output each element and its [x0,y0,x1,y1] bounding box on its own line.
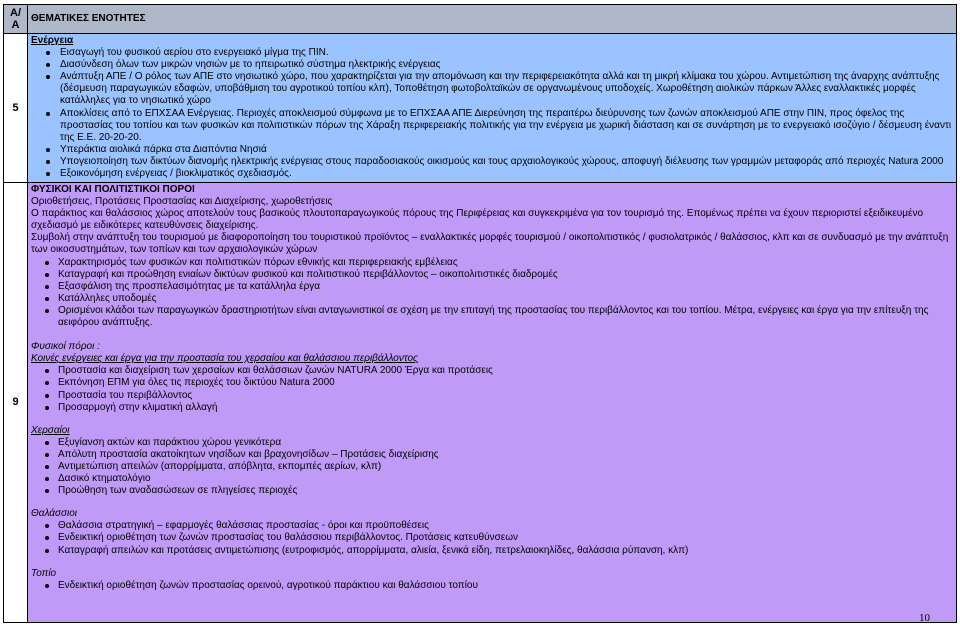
energy-section [28,34,957,183]
landscape-list [31,580,953,592]
list-item: Υπογειοποίηση των δικτύων διανομής ηλεκτρικής ενέργειας στους παραδοσιακούς οικισμούς και τους αρχαιολογικούς χώρους, αποφυγή διέλευσης των γραμμών μεταφοράς από περιοχές Natura 2000 [31,156,953,168]
list-item: Προσαρμογή στην κλιματική αλλαγή [31,402,953,414]
list-item: Θαλάσσια στρατηγική – εφαρμογές θαλάσσιας προστασίας - όροι και προϋποθέσεις [31,520,953,532]
land-list [31,437,953,497]
section-title: ΦΥΣΙΚΟΙ ΚΑΙ ΠΟΛΙΤΙΣΤΙΚΟΙ ΠΟΡΟΙ [31,184,195,195]
sea-list [31,520,953,556]
section-title: Ενέργεια [31,35,74,46]
section-subtitle: Οριοθετήσεις, Προτάσεις Προστασίας και Διαχείρισης, χωροθετήσεις [31,196,333,208]
header-title: ΘΕΜΑΤΙΚΕΣ ΕΝΟΤΗΤΕΣ [28,5,957,34]
paragraph: Συμβολή στην ανάπτυξη του τουρισμού με διαφοροποίηση του τουριστικού προϊόντος – εναλλακτικές μορφές τουρισμού / οικοπολιτιστικός / φυσιολατρικός / θαλάσσιος, κλπ και σε συνδυασμό με την ανάπτυξη των οικοσυστημάτων, των τοπίων και των αρχαιολογικών χώρων [31,232,949,256]
natural-resources-label: Φυσικοί πόροι : [31,341,100,353]
list-item: Δασικό κτηματολόγιο [31,473,953,485]
list-item: Ανάπτυξη ΑΠΕ / Ο ρόλος των ΑΠΕ στο νησιωτικό χώρο, που χαρακτηρίζεται για την απομόνωση και την περιφερειακότητα αλλά και τη μικρή κλίμακα του χώρου. Αντιμετώπιση της άναρχης ανάπτυξης (δέσμευση παραγωγικών εδαφών, υποβάθμιση του αγροτικού τοπίου κλπ), Τοποθέτηση φωτοβολταϊκών σε οργανωμένους υποδοχείς. Χωροθέτηση αιολικών πάρκων Άλλες εναλλακτικές μορφές κατάλληλες για το νησιωτικό χώρο [31,71,953,107]
culture-section [28,183,957,623]
list-item: Ενδεικτική οριοθέτηση ζωνών προστασίας ορεινού, αγροτικού παράκτιου και θαλάσσιου τοπίου [31,580,953,592]
header-number: Α/Α [4,5,28,34]
culture-list [31,257,953,330]
list-item: Εκπόνηση ΕΠΜ για όλες τις περιοχές του δικτύου Natura 2000 [31,377,953,389]
table-row-energy [4,34,957,183]
themes-table [3,4,957,623]
list-item: Αποκλίσεις από το ΕΠΧΣΑΑ Ενέργειας. Περιοχές αποκλεισμού σύμφωνα με το ΕΠΧΣΑΑ ΑΠΕ Διερεύνηση της περαιτέρω διεύρυνσης των ζωνών αποκλεισμού ΑΠΕ στην ΠΙΝ, προς όφελος της προστασίας του τοπίου και των φυσικών και πολιτιστικών πόρων της Χάραξη περιφερειακής πολιτικής για την ενέργεια με χωρική διάσταση και σε συνάρτηση με το ενεργειακό ισοζύγιο / δέσμευση έναντι της Ε.Ε. 20-20-20. [31,108,953,144]
list-item: Ορισμένοι κλάδοι των παραγωγικών δραστηριοτήτων είναι ανταγωνιστικοί σε σχέση με την επιταγή της προστασίας του περιβάλλοντος και του τοπίου. Μέτρα, ενέργειες και έργα για την επίτευξη της αειφόρου ανάπτυξης. [31,305,953,329]
table-header-row [4,5,957,34]
list-item: Κατάλληλες υποδομές [31,293,953,305]
list-item: Αντιμετώπιση απειλών (απορρίμματα, απόβλητα, εκπομπές αερίων, κλπ) [31,461,953,473]
table-row-culture [4,183,957,623]
list-item: Εξοικονόμηση ενέργειας / βιοκλιματικός σχεδιασμός. [31,168,953,180]
row-number: 5 [4,34,28,183]
list-item: Ενδεικτική οριοθέτηση των ζωνών προστασίας του θαλάσσιου περιβάλλοντος. Προτάσεις κατευθύνσεων [31,532,953,544]
list-item: Καταγραφή και προώθηση ενιαίων δικτύων φυσικού και πολιτιστικού περιβάλλοντος – οικοπολιτιστικές διαδρομές [31,269,953,281]
common-actions-label: Κοινές ενέργειες και έργα για την προστασία του χερσαίου και θαλάσσιου περιβάλλοντος [31,353,418,365]
sea-label: Θαλάσσιοι [31,508,78,520]
list-item: Προστασία και διαχείριση των χερσαίων και θαλάσσιων ζωνών NATURA 2000 Έργα και προτάσεις [31,365,953,377]
row-number: 9 [4,183,28,623]
list-item: Διασύνδεση όλων των μικρών νησιών με το ηπειρωτικό σύστημα ηλεκτρικής ενέργειας [31,59,953,71]
list-item: Απόλυτη προστασία ακατοίκητων νησίδων και βραχονησίδων – Προτάσεις διαχείρισης [31,449,953,461]
list-item: Εξασφάλιση της προσπελασιμότητας με τα κατάλληλα έργα [31,281,953,293]
land-label: Χερσαίοι [31,424,70,436]
list-item: Προστασία του περιβάλλοντος [31,390,953,402]
list-item: Χαρακτηρισμός των φυσικών και πολιτιστικών πόρων εθνικής και περιφερειακής εμβέλειας [31,257,953,269]
page-number: 10 [919,612,930,624]
list-item: Προώθηση των αναδασώσεων σε πληγείσες περιοχές [31,485,953,497]
list-item: Εισαγωγή του φυσικού αερίου στο ενεργειακό μίγμα της ΠΙΝ. [31,47,953,59]
energy-list [31,47,953,180]
list-item: Υπεράκτια αιολικά πάρκα στα Διαπόντια Νησιά [31,144,953,156]
landscape-label: Τοπίο [31,567,57,579]
paragraph: Ο παράκτιος και θαλάσσιος χώρος αποτελούν τους βασικούς πλουτοπαραγωγικούς πόρους της Περιφέρειας και συγκεκριμένα για τον τουρισμό της. Επομένως πρέπει να έχουν περιοριστεί εξειδικευμένο σχεδιασμό με ειδικότερες κατευθύνσεις διαχείρισης. [31,208,924,232]
list-item: Εξυγίανση ακτών και παράκτιου χώρου γενικότερα [31,437,953,449]
common-actions-list [31,365,953,413]
list-item: Καταγραφή απειλών και προτάσεις αντιμετώπισης (ευτροφισμός, απορρίμματα, αλιεία, ξενικά είδη, πετρελαιοκηλίδες, θαλάσσια ρύπανση, κλπ) [31,545,953,557]
